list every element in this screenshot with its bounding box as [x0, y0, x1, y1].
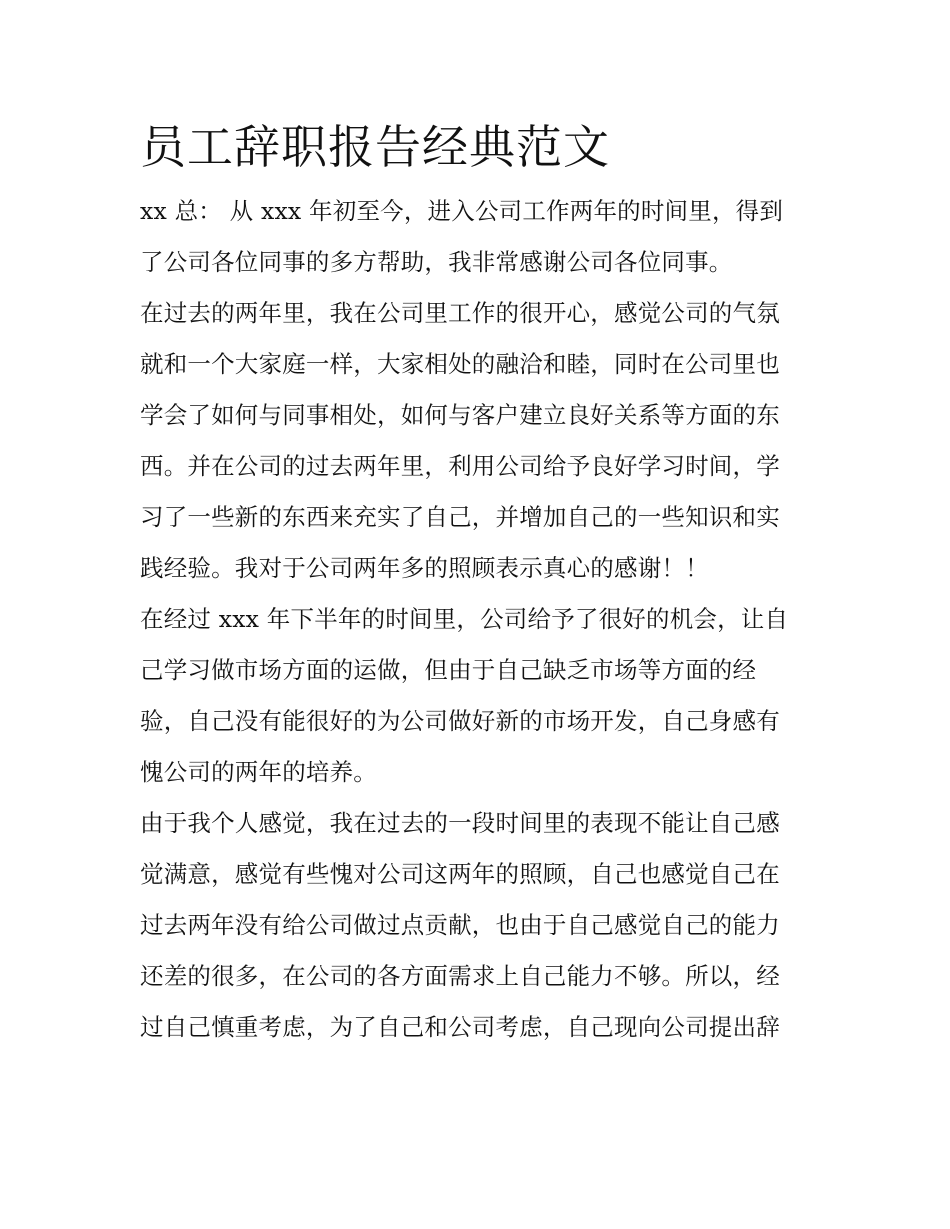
text-line: 觉满意，感觉有些愧对公司这两年的照顾，自己也感觉自己在 — [140, 860, 780, 888]
text-line: 了公司各位同事的多方帮助，我非常感谢公司各位同事。 — [140, 248, 733, 276]
text-line: 践经验。我对于公司两年多的照顾表示真心的感谢！！ — [140, 554, 709, 582]
text-line: 过去两年没有给公司做过点贡献，也由于自己感觉自己的能力 — [140, 911, 780, 939]
text-line: 西。并在公司的过去两年里，利用公司给予良好学习时间，学 — [140, 452, 780, 480]
text-line: 还差的很多，在公司的各方面需求上自己能力不够。所以，经 — [140, 962, 780, 990]
document-title: 员工辞职报告经典范文 — [140, 120, 610, 174]
text-line: 验，自己没有能很好的为公司做好新的市场开发，自己身感有 — [140, 707, 780, 735]
text-line: 己学习做市场方面的运做，但由于自己缺乏市场等方面的经 — [140, 656, 757, 684]
text-line: 过自己慎重考虑，为了自己和公司考虑，自己现向公司提出辞 — [140, 1013, 780, 1041]
paragraph-resignation-reason — [140, 798, 820, 1053]
text-line: 习了一些新的东西来充实了自己，并增加自己的一些知识和实 — [140, 503, 780, 531]
document-page — [140, 112, 820, 1053]
text-line: 由于我个人感觉，我在过去的一段时间里的表现不能让自己感 — [140, 809, 780, 837]
text-line: 学会了如何与同事相处，如何与客户建立良好关系等方面的东 — [140, 401, 780, 429]
paragraph-past-two-years — [140, 288, 820, 594]
paragraph-market-experience — [140, 594, 820, 798]
text-line: 在过去的两年里，我在公司里工作的很开心，感觉公司的气氛 — [140, 299, 780, 327]
text-line: 就和一个大家庭一样，大家相处的融洽和睦，同时在公司里也 — [140, 350, 780, 378]
text-line: 愧公司的两年的培养。 — [140, 758, 377, 786]
text-line: 在经过 xxx 年下半年的时间里，公司给予了很好的机会，让自 — [140, 605, 789, 633]
text-line: xx 总： 从 xxx 年初至今，进入公司工作两年的时间里，得到 — [140, 197, 784, 225]
paragraph-greeting — [140, 186, 820, 288]
